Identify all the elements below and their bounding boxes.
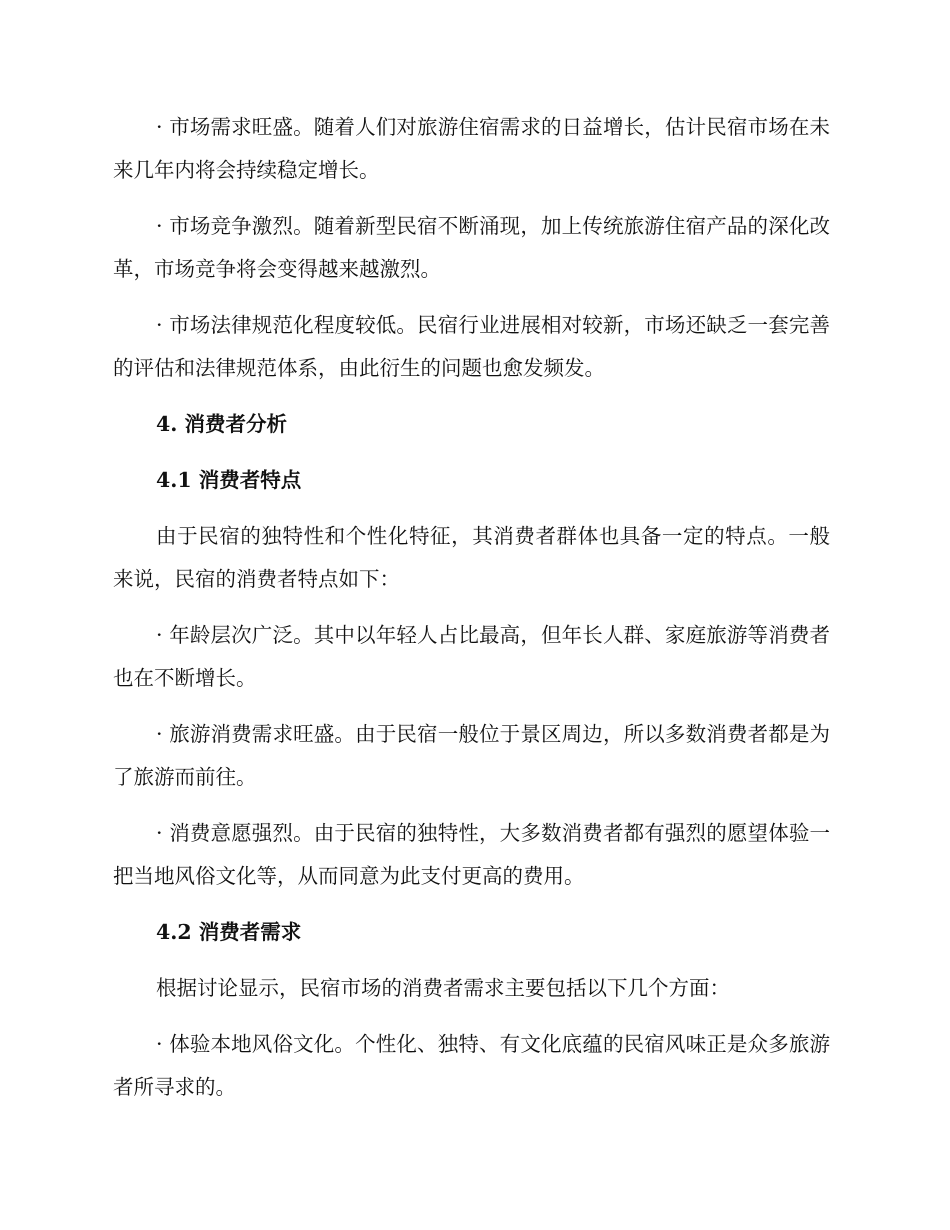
document-body	[113, 106, 830, 1122]
section-heading-consumer-analysis: 4. 消费者分析	[156, 412, 288, 436]
paragraph-spending-willingness: · 消费意愿强烈。由于民宿的独特性，大多数消费者都有强烈的愿望体验一把当地风俗文化等，从而同意为此支付更高的费用。	[113, 821, 830, 888]
paragraph-local-culture: · 体验本地风俗文化。个性化、独特、有文化底蕴的民宿风味正是众多旅游者所寻求的。	[113, 1032, 830, 1099]
paragraph-travel-demand: · 旅游消费需求旺盛。由于民宿一般位于景区周边，所以多数消费者都是为了旅游而前往。	[113, 722, 830, 789]
paragraph-market-regulation: · 市场法律规范化程度较低。民宿行业进展相对较新，市场还缺乏一套完善的评估和法律规范体系，由此衍生的问题也愈发频发。	[113, 313, 830, 380]
subsection-heading-consumer-needs: 4.2 消费者需求	[156, 920, 302, 944]
paragraph-consumer-needs-intro: 根据讨论显示，民宿市场的消费者需求主要包括以下几个方面：	[156, 976, 730, 1000]
paragraph-market-demand: · 市场需求旺盛。随着人们对旅游住宿需求的日益增长，估计民宿市场在未来几年内将会持续稳定增长。	[113, 115, 830, 182]
subsection-heading-consumer-traits: 4.1 消费者特点	[156, 468, 302, 492]
paragraph-market-competition: · 市场竞争激烈。随着新型民宿不断涌现，加上传统旅游住宿产品的深化改革，市场竞争将会变得越来越激烈。	[113, 214, 830, 281]
paragraph-age-range: · 年龄层次广泛。其中以年轻人占比最高，但年长人群、家庭旅游等消费者也在不断增长。	[113, 623, 830, 690]
paragraph-consumer-traits-intro: 由于民宿的独特性和个性化特征，其消费者群体也具备一定的特点。一般来说，民宿的消费者特点如下：	[113, 524, 830, 591]
